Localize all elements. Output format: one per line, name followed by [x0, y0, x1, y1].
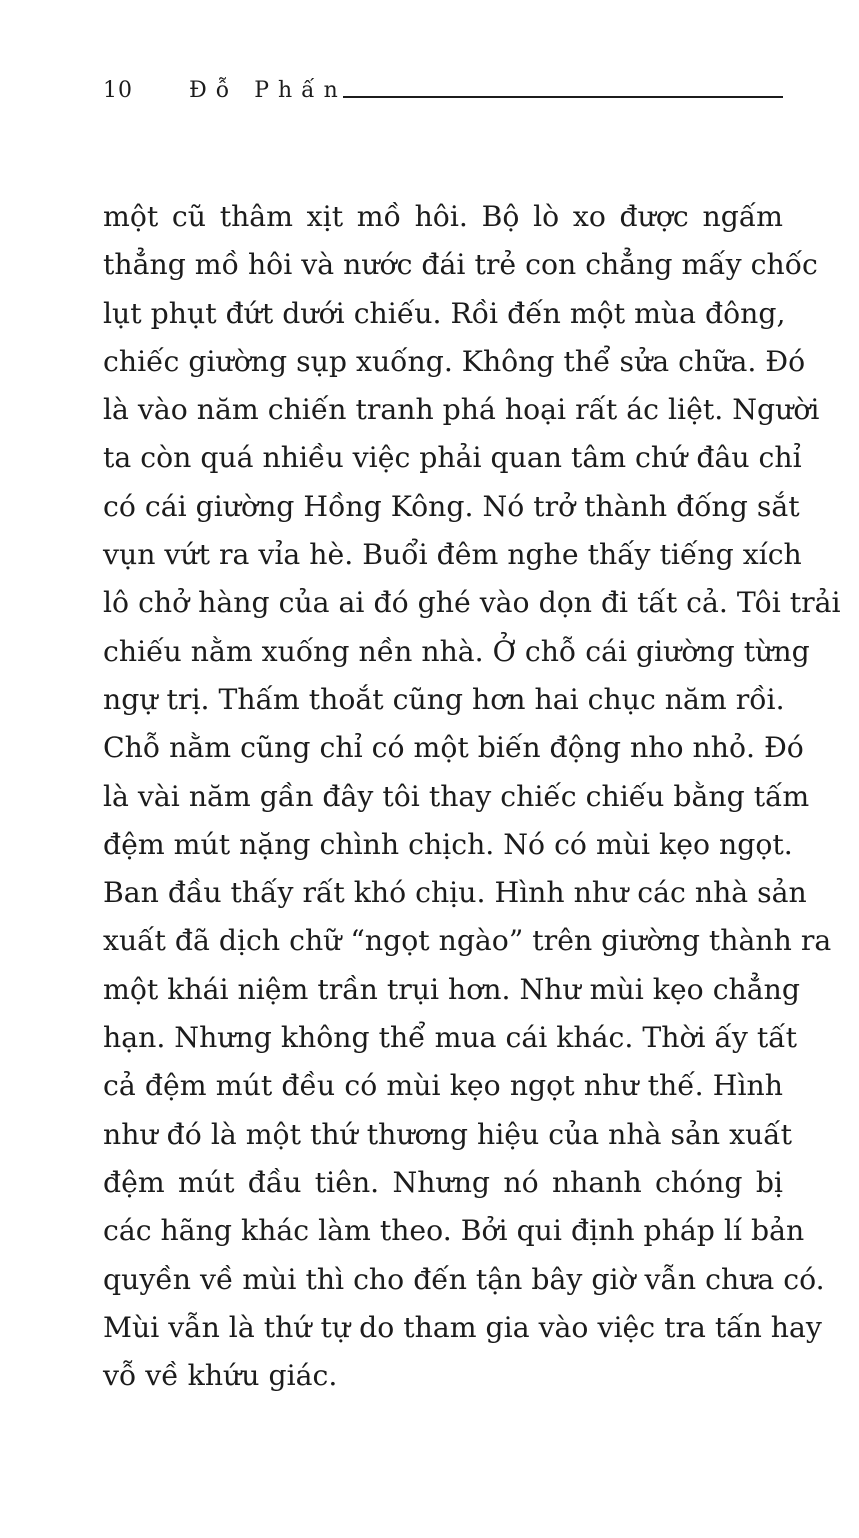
- text-line: như đó là một thứ thương hiệu của nhà sản xuất: [103, 1117, 792, 1151]
- text-line: vỗ về khứu giác.: [103, 1359, 338, 1393]
- text-line: đệm mút nặng chình chịch. Nó có mùi kẹo ngọt.: [103, 827, 793, 861]
- text-line: là vào năm chiến tranh phá hoại rất ác liệt. Người: [103, 393, 820, 427]
- text-line: xuất đã dịch chữ “ngọt ngào” trên giường thành ra: [103, 924, 832, 958]
- text-line: lụt phụt đứt dưới chiếu. Rồi đến một mùa đông,: [103, 296, 786, 330]
- header-rule: [343, 96, 783, 98]
- text-line: Chỗ nằm cũng chỉ có một biến động nho nhỏ. Đó: [103, 731, 804, 765]
- text-line: một cũ thâm xịt mồ hôi. Bộ lò xo được ngấm: [103, 200, 783, 233]
- text-line: thẳng mồ hôi và nước đái trẻ con chẳng mấy chốc: [103, 248, 818, 282]
- text-line: đệm mút đầu tiên. Nhưng nó nhanh chóng bị: [103, 1165, 783, 1199]
- text-line: hạn. Nhưng không thể mua cái khác. Thời ấy tất: [103, 1021, 797, 1055]
- text-line: ngự trị. Thấm thoắt cũng hơn hai chục năm rồi.: [103, 682, 785, 716]
- running-head: [103, 74, 783, 108]
- text-line: chiếc giường sụp xuống. Không thể sửa chữa. Đó: [103, 344, 806, 378]
- text-line: quyền về mùi thì cho đến tận bây giờ vẫn chưa có.: [103, 1262, 825, 1296]
- page-number: 10: [103, 78, 133, 103]
- text-line: các hãng khác làm theo. Bởi qui định pháp lí bản: [103, 1214, 805, 1248]
- author-name: Đỗ Phấn: [189, 78, 347, 103]
- text-line: có cái giường Hồng Kông. Nó trở thành đống sắt: [103, 489, 800, 523]
- text-line: vụn vứt ra vỉa hè. Buổi đêm nghe thấy tiếng xích: [103, 538, 802, 572]
- text-line: ta còn quá nhiều việc phải quan tâm chứ đâu chỉ: [103, 441, 802, 475]
- text-line: là vài năm gần đây tôi thay chiếc chiếu bằng tấm: [103, 779, 810, 813]
- text-line: một khái niệm trần trụi hơn. Như mùi kẹo chẳng: [103, 972, 800, 1006]
- text-line: chiếu nằm xuống nền nhà. Ở chỗ cái giường từng: [103, 634, 810, 668]
- text-line: lô chở hàng của ai đó ghé vào dọn đi tất cả. Tôi trải: [103, 586, 841, 620]
- text-line: Ban đầu thấy rất khó chịu. Hình như các nhà sản: [103, 876, 807, 910]
- text-line: Mùi vẫn là thứ tự do tham gia vào việc tra tấn hay: [103, 1310, 822, 1344]
- text-line: cả đệm mút đều có mùi kẹo ngọt như thế. Hình: [103, 1069, 783, 1103]
- body-text: [103, 193, 841, 1400]
